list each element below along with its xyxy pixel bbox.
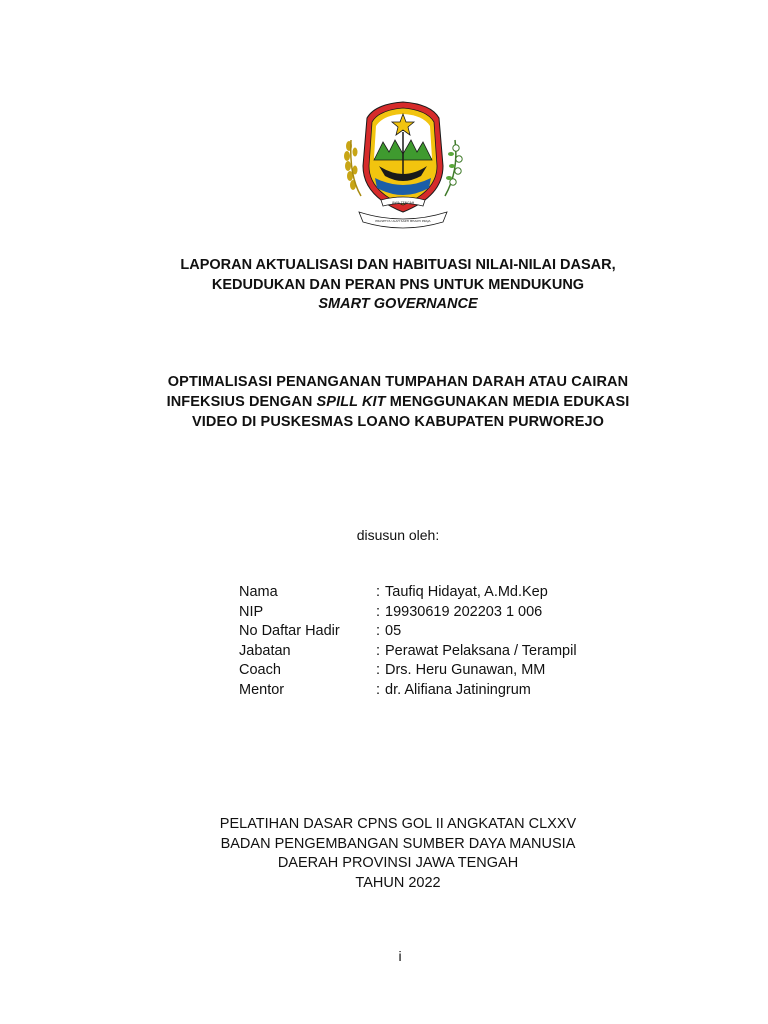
institution-line-4: TAHUN 2022: [355, 874, 441, 891]
institution-line-3: DAERAH PROVINSI JAWA TENGAH: [277, 855, 519, 871]
study-title-line-2-after: MENGGUNAKAN MEDIA EDUKASI: [385, 394, 630, 410]
identity-separator: :: [376, 584, 381, 600]
identity-separator: :: [376, 642, 381, 659]
identity-value: 19930619 202203 1 006: [385, 603, 543, 620]
emblem-top-ribbon-text: JAWA TENGAH: [391, 201, 415, 205]
identity-row: [239, 681, 577, 701]
report-title-line-1: LAPORAN AKTUALISASI DAN HABITUASI NILAI-NILAI DASAR,: [180, 257, 616, 273]
institution-block: [60, 815, 736, 893]
identity-row: [239, 642, 577, 662]
identity-value: dr. Alifiana Jatiningrum: [385, 681, 531, 698]
emblem-bottom-ribbon-text: PRASETYA ULAH SAKTI BHAKTI PRAJA: [375, 219, 431, 223]
identity-row: [239, 603, 577, 623]
study-title-line-2-before: INFEKSIUS DENGAN: [166, 394, 317, 410]
identity-label: No Daftar Hadir: [239, 623, 340, 639]
study-title: [60, 372, 736, 432]
identity-label: Coach: [239, 662, 281, 678]
page-number: i: [398, 948, 402, 964]
identity-label: Jabatan: [239, 642, 291, 659]
study-title-line-2: [60, 392, 736, 412]
identity-separator: :: [376, 681, 381, 698]
study-title-line-1: OPTIMALISASI PENANGANAN TUMPAHAN DARAH ATAU CAIRAN: [167, 374, 629, 390]
institution-line-2: BADAN PENGEMBANGAN SUMBER DAYA MANUSIA: [220, 835, 576, 852]
identity-label: Nama: [239, 584, 278, 600]
identity-row: [239, 583, 577, 603]
prepared-by: disusun oleh:: [356, 527, 440, 543]
author-identity-table: [239, 583, 577, 700]
study-title-spill-kit: SPILL KIT: [316, 394, 386, 410]
identity-separator: :: [376, 662, 381, 678]
study-title-line-3: VIDEO DI PUSKESMAS LOANO KABUPATEN PURWOREJO: [191, 414, 605, 430]
identity-value: Taufiq Hidayat, A.Md.Kep: [385, 584, 548, 600]
report-title-line-3: SMART GOVERNANCE: [318, 296, 478, 312]
identity-label: NIP: [239, 603, 264, 620]
central-java-emblem: [339, 96, 467, 242]
identity-value: Drs. Heru Gunawan, MM: [385, 662, 546, 678]
identity-separator: :: [376, 623, 381, 639]
report-title: [60, 256, 736, 315]
identity-separator: :: [376, 603, 381, 620]
cotton-branch-right: [445, 140, 462, 196]
identity-table-body: [239, 583, 577, 700]
identity-value: Perawat Pelaksana / Terampil: [385, 642, 577, 659]
identity-label: Mentor: [239, 681, 285, 698]
institution-line-1: PELATIHAN DASAR CPNS GOL II ANGKATAN CLXXV: [219, 816, 577, 832]
rice-stalk-left: [344, 140, 361, 196]
report-title-line-2: KEDUDUKAN DAN PERAN PNS UNTUK MENDUKUNG: [211, 276, 585, 293]
identity-row: [239, 661, 577, 681]
identity-value: 05: [385, 623, 402, 639]
identity-row: [239, 622, 577, 642]
